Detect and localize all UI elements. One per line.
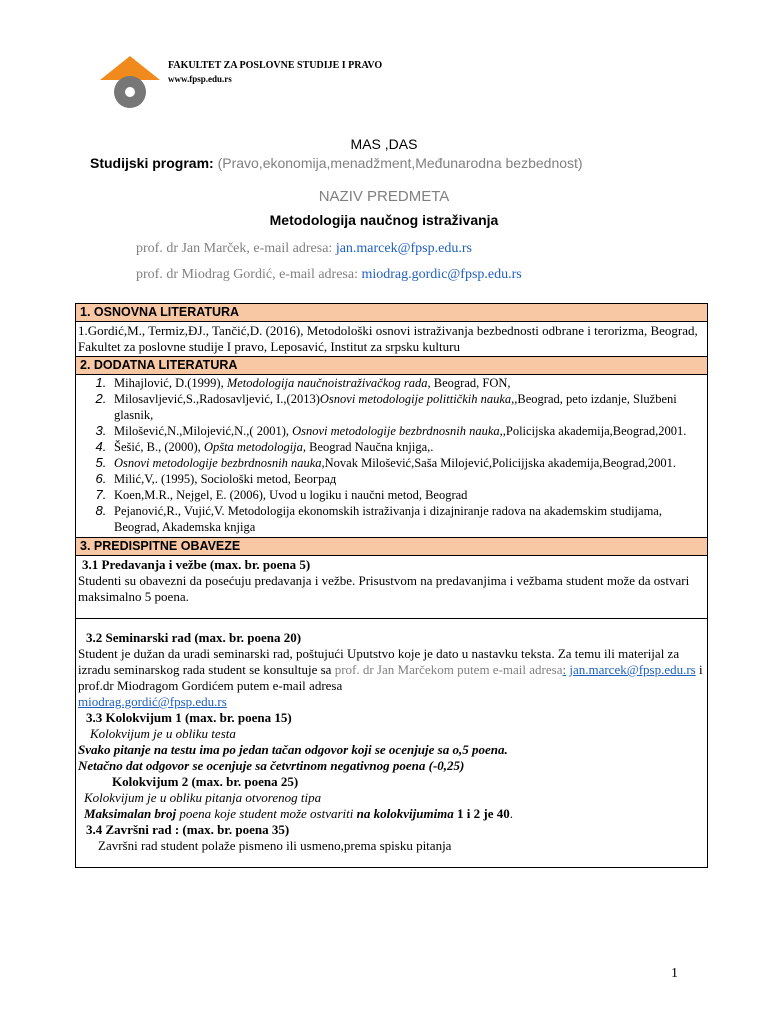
section-3-rest [76,618,707,867]
professor-1-name: prof. dr Jan Marček, e-mail adresa: [136,241,333,256]
study-program-value: (Pravo,ekonomija,menadžment,Međunarodna bezbednost) [217,155,583,171]
subsection-3-1-text: Studenti su obavezni da posećuju predavanja i vežbe. Prisustvom na predavanjima i vežbama student može da ostvari maksimalno 5 poena. [78,573,690,604]
professor-2 [136,267,522,283]
seminar-email-1[interactable]: jan.marcek@fpsp.edu.rs [569,662,696,677]
faculty-logo [100,54,160,114]
subsection-3-2-title: 3.2 Seminarski rad (max. br. poena 20) [86,630,302,645]
section-2 [76,356,707,374]
professor-2-name: prof. dr Miodrag Gordić, e-mail adresa: [136,267,358,282]
kolokvijum-1-rule-2: Netačno dat odgovor se ocenjuje sa četvrtinom negativnog poena (-0,25) [78,758,465,773]
subsection-3-1-title: 3.1 Predavanja i vežbe (max. br. poena 5) [82,557,311,572]
list-item: 4. Šešić, B., (2000), Opšta metodologija, Beograd Naučna knjiga,. [110,439,703,455]
page-number: 1 [671,966,678,981]
subsection-3-4-text: Završni rad student polaže pismeno ili usmeno,prema spisku pitanja [98,838,452,853]
course-title: Metodologija naučnog istraživanja [269,212,499,228]
kolokvijum-2-title: Kolokvijum 2 (max. br. poena 25) [112,774,299,789]
list-item: 3. Milošević,N.,Milojević,N.,( 2001), Osnovi metodologije bezbrdnosnih nauka,,Policijska akademija,Beograd,2001. [110,423,703,439]
faculty-name: FAKULTET ZA POSLOVNE STUDIJE I PRAVO [168,60,383,71]
course-table [75,303,708,868]
list-item: 6. Milić,V,. (1995), Sociološki metod, Београд [110,471,703,487]
list-item: 5. Osnovi metodologije bezbrdnosnih nauka,Novak Milošević,Saša Milojević,Policijjska akademija,Beograd,2001. [110,455,703,471]
kolokvijum-2-note: Kolokvijum je u obliku pitanja otvorenog tipa [84,790,322,805]
section-3 [76,537,707,555]
list-item: 8. Pejanović,R., Vujić,V. Metodologija ekonomskih istraživanja i dizajniranje radova na akademskim studijama, Beograd, Akademska knjiga [110,503,703,535]
professor-1-email[interactable]: jan.marcek@fpsp.edu.rs [335,241,472,256]
list-item: 1. Mihajlović, D.(1999), Metodologija naučnoistraživačkog rada, Beograd, FON, [110,375,703,391]
faculty-website[interactable]: www.fpsp.edu.rs [168,74,232,84]
section-3-heading: 3. PREDISPITNE OBAVEZE [76,538,707,555]
subsection-3-3-title: 3.3 Kolokvijum 1 (max. br. poena 15) [86,710,292,725]
max-points-note: Maksimalan broj poena koje student može ostvariti na kolokvijumima 1 i 2 je 40. [84,806,514,821]
study-program [90,155,583,171]
subsection-3-4-title: 3.4 Završni rad : (max. br. poena 35) [86,822,290,837]
section-1-text: 1.Gordić,M., Termiz,ĐJ., Tančić,D. (2016), Metodološki osnovi istraživanja bezbednosti odbrane i terorizma, Beograd, Fakultet za poslovne studije I pravo, Leposavić, Institut za srpsku kulturu [76,321,707,356]
title-line: MAS ,DAS [350,136,418,152]
professor-2-email[interactable]: miodrag.gordic@fpsp.edu.rs [361,267,522,282]
section-1 [76,304,707,321]
section-2-heading: 2. DODATNA LITERATURA [76,357,707,374]
list-item: 7. Koen,M.R., Nejgel, E. (2006), Uvod u logiku i naučni metod, Beograd [110,487,703,503]
subsection-3-2-text: Student je dužan da uradi seminarski rad, poštujući Uputstvo koje je dato u nastavku teksta. Za temu ili materijal za izradu seminarskog rada student se konsultuje sa prof. dr Jan Marčekom putem e-mail adresa: jan.marcek@fpsp.edu.rs i prof.dr Miodragom Gordićem putem e-mail adresa miodrag.gordić@fpsp.edu.rs [78,646,703,709]
section-1-heading: 1. OSNOVNA LITERATURA [76,304,707,321]
study-program-label: Studijski program: [90,155,214,171]
kolokvijum-1-note: Kolokvijum je u obliku testa [90,726,236,741]
list-item: 2. Milosavljević,S.,Radosavljević, I.,(2013)Osnovi metodologije polittičkih nauka,,Beograd, peto izdanje, Službeni glasnik, [110,391,703,423]
seminar-email-2[interactable]: miodrag.gordić@fpsp.edu.rs [78,694,227,709]
professor-1 [136,241,472,257]
section-3-1 [76,555,707,618]
literature-list [76,375,707,537]
course-name-label: NAZIV PREDMETA [318,188,450,205]
kolokvijum-1-rule-1: Svako pitanje na testu ima po jedan tačan odgovor koji se ocenjuje sa o,5 poena. [78,742,508,757]
section-2-list-cell [76,374,707,537]
